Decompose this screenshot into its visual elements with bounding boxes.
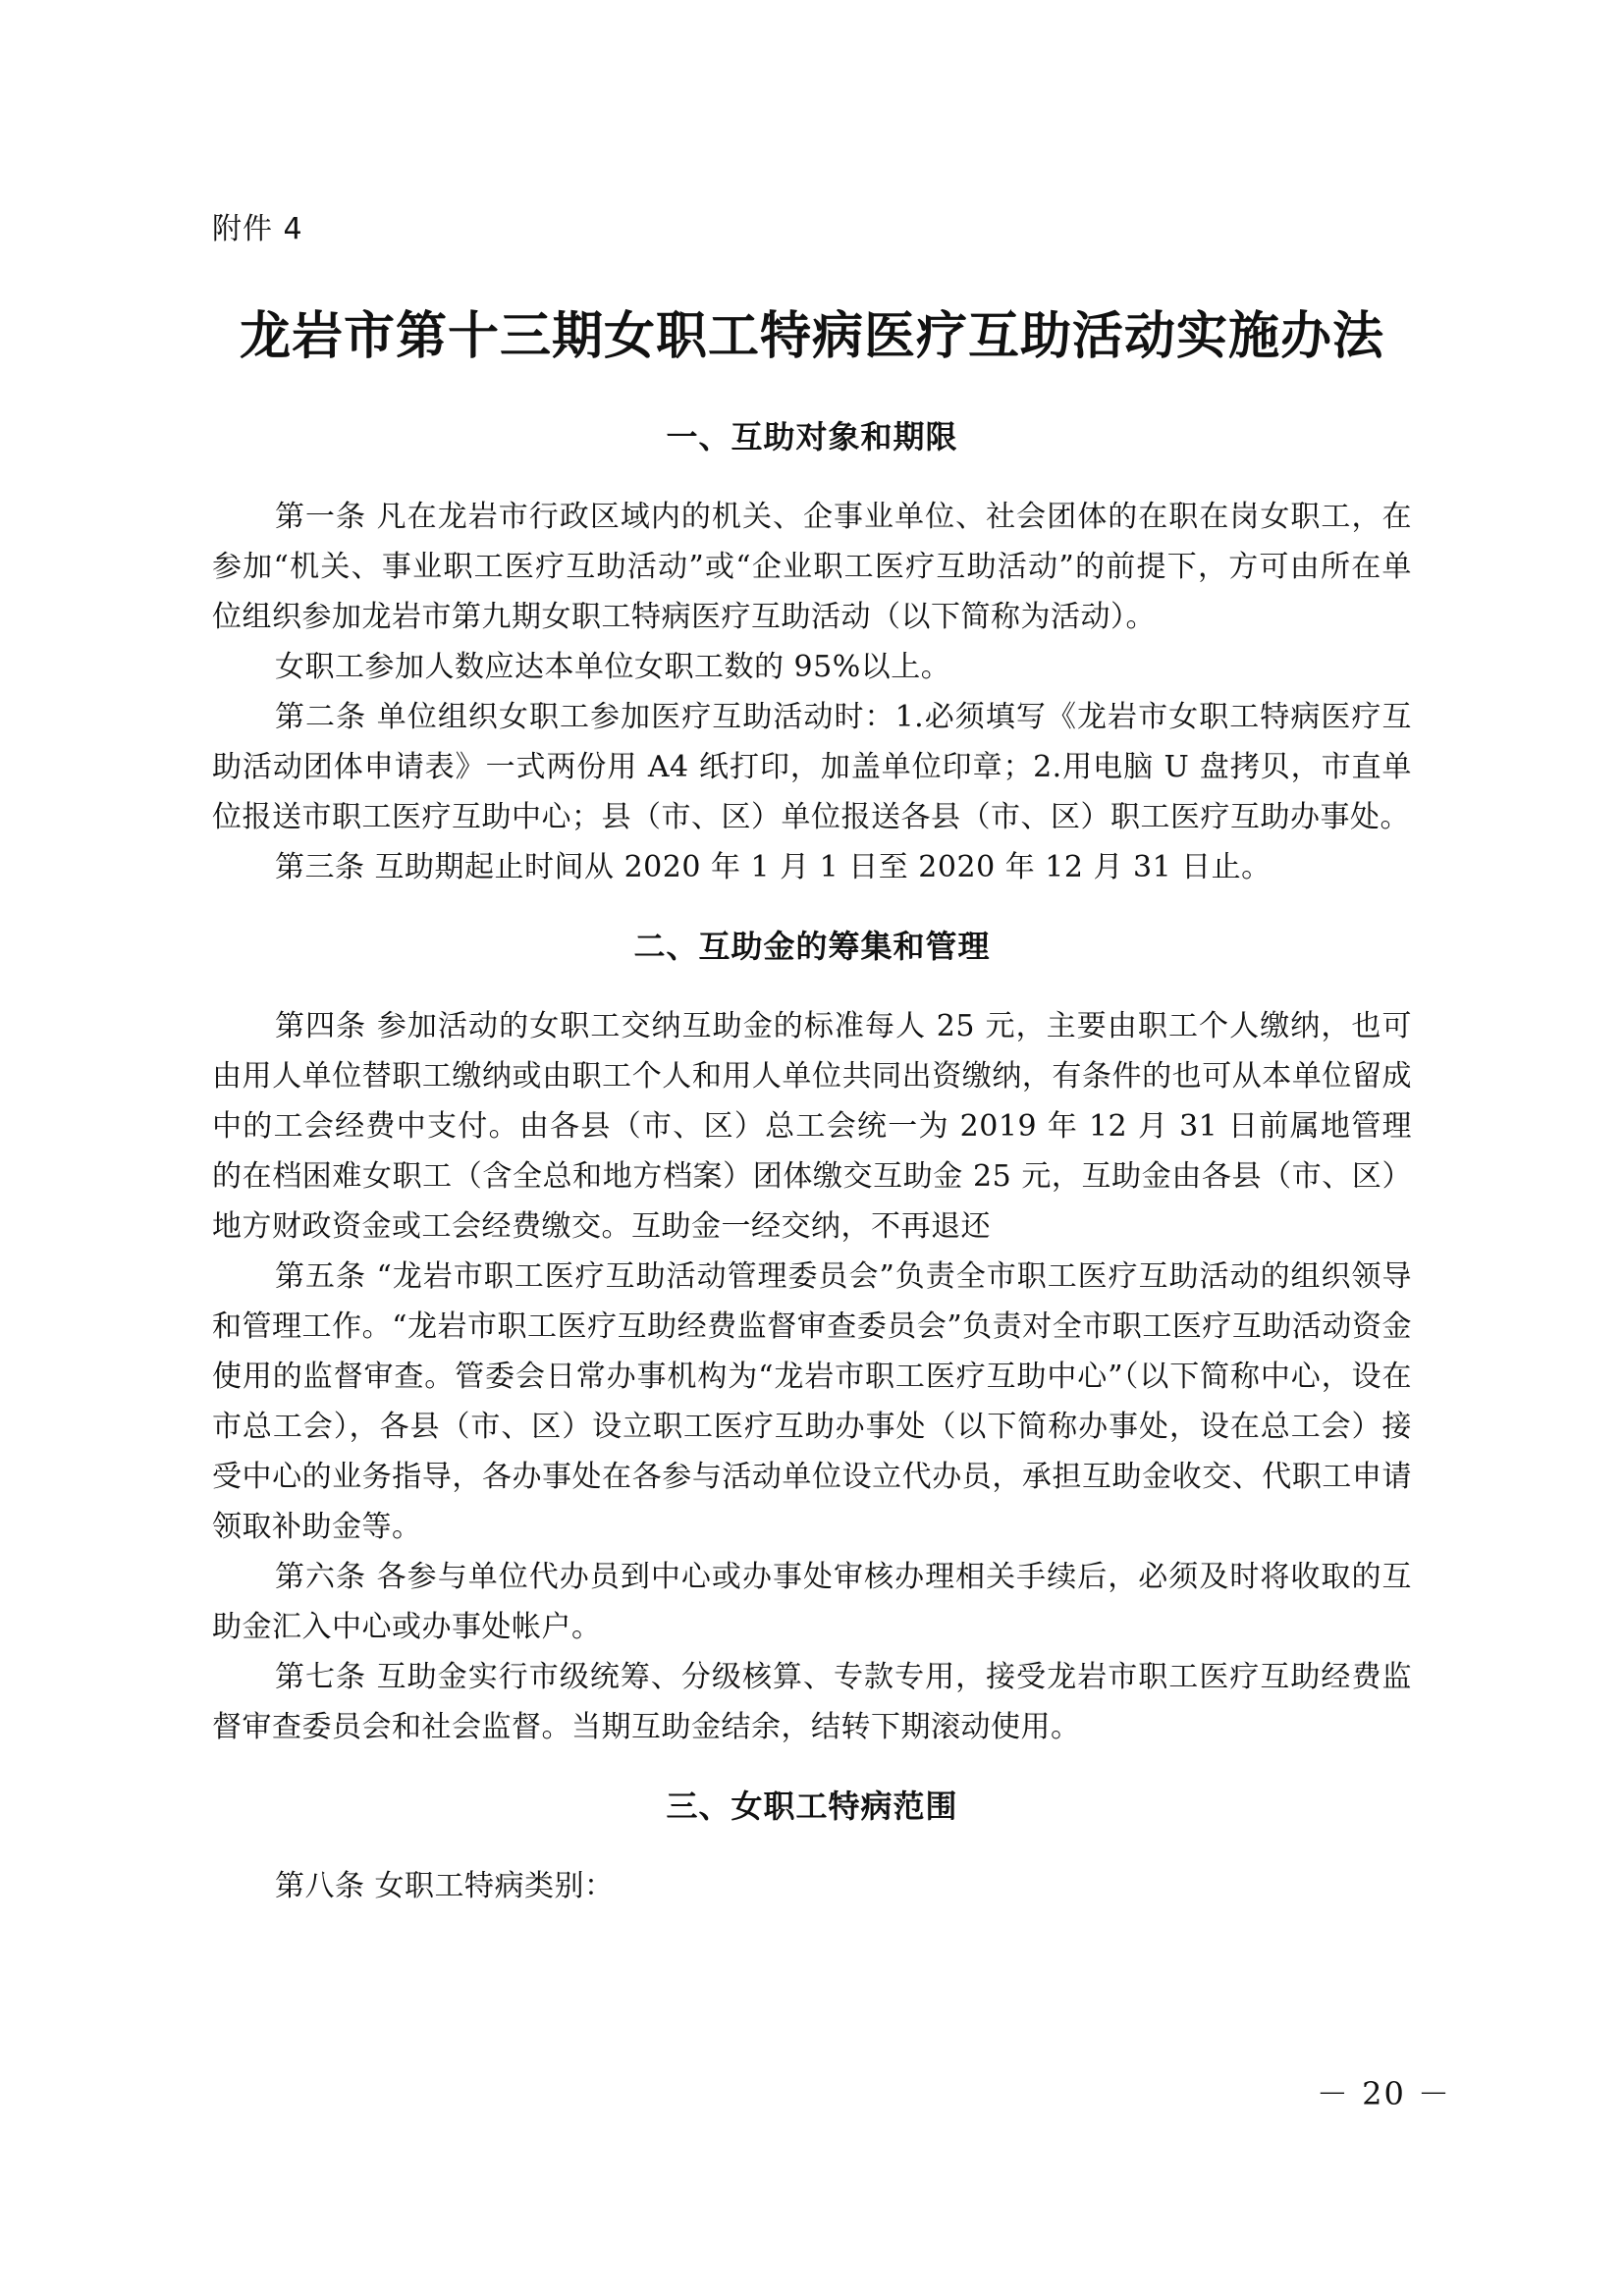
paragraph: 第四条 参加活动的女职工交纳互助金的标准每人 25 元，主要由职工个人缴纳，也可由用人单位替职工缴纳或由职工个人和用人单位共同出资缴纳，有条件的也可从本单位留成中的工会经费中支付。由各县（市、区）总工会统一为 2019 年 12 月 31 日前属地管理的在档困难女职工（含全总和地方档案）团体缴交互助金 25 元，互助金由各县（市、区）地方财政资金或工会经费缴交。互助金一经交纳，不再退还 (212, 1009, 1412, 1244)
section-heading: 二、互助金的筹集和管理 (633, 928, 991, 965)
document-title: 龙岩市第十三期女职工特病医疗互助活动实施办法 (239, 306, 1384, 366)
paragraph: 第三条 互助期起止时间从 2020 年 1 月 1 日至 2020 年 12 月 31 日止。 (275, 850, 1272, 884)
paragraph: 第七条 互助金实行市级统筹、分级核算、专款专用，接受龙岩市职工医疗互助经费监督审查委员会和社会监督。当期互助金结余，结转下期滚动使用。 (212, 1660, 1412, 1744)
paragraph: 第八条 女职工特病类别： (275, 1869, 615, 1903)
attachment-label: 附件 4 (212, 212, 303, 246)
section-2 (212, 922, 1412, 1752)
paragraph: 第六条 各参与单位代办员到中心或办事处审核办理相关手续后，必须及时将收取的互助金汇入中心或办事处帐户。 (212, 1560, 1412, 1644)
paragraph: 第二条 单位组织女职工参加医疗互助活动时：1.必须填写《龙岩市女职工特病医疗互助活动团体申请表》一式两份用 A4 纸打印，加盖单位印章；2.用电脑 U 盘拷贝，市直单位报送市职工医疗互助中心；县（市、区）单位报送各县（市、区）职工医疗互助办事处。 (212, 700, 1412, 834)
section-heading: 一、互助对象和期限 (666, 418, 958, 455)
page-number: － 20 － (1316, 2075, 1451, 2112)
document-body (212, 400, 1412, 1911)
paragraph: 第一条 凡在龙岩市行政区域内的机关、企事业单位、社会团体的在职在岗女职工，在参加“机关、事业职工医疗互助活动”或“企业职工医疗互助活动”的前提下，方可由所在单位组织参加龙岩市第九期女职工特病医疗互助活动（以下简称为活动）。 (212, 500, 1412, 634)
paragraph: 第五条 “龙岩市职工医疗互助活动管理委员会”负责全市职工医疗互助活动的组织领导和管理工作。“龙岩市职工医疗互助经费监督审查委员会”负责对全市职工医疗互助活动资金使用的监督审查。管委会日常办事机构为“龙岩市职工医疗互助中心”（以下简称中心，设在市总工会），各县（市、区）设立职工医疗互助办事处（以下简称办事处，设在总工会）接受中心的业务指导，各办事处在各参与活动单位设立代办员，承担互助金收交、代职工申请领取补助金等。 (212, 1259, 1412, 1544)
paragraph: 女职工参加人数应达本单位女职工数的 95%以上。 (275, 650, 951, 684)
section-3 (212, 1782, 1412, 1911)
section-1 (212, 412, 1412, 892)
section-heading: 三、女职工特病范围 (666, 1788, 958, 1825)
